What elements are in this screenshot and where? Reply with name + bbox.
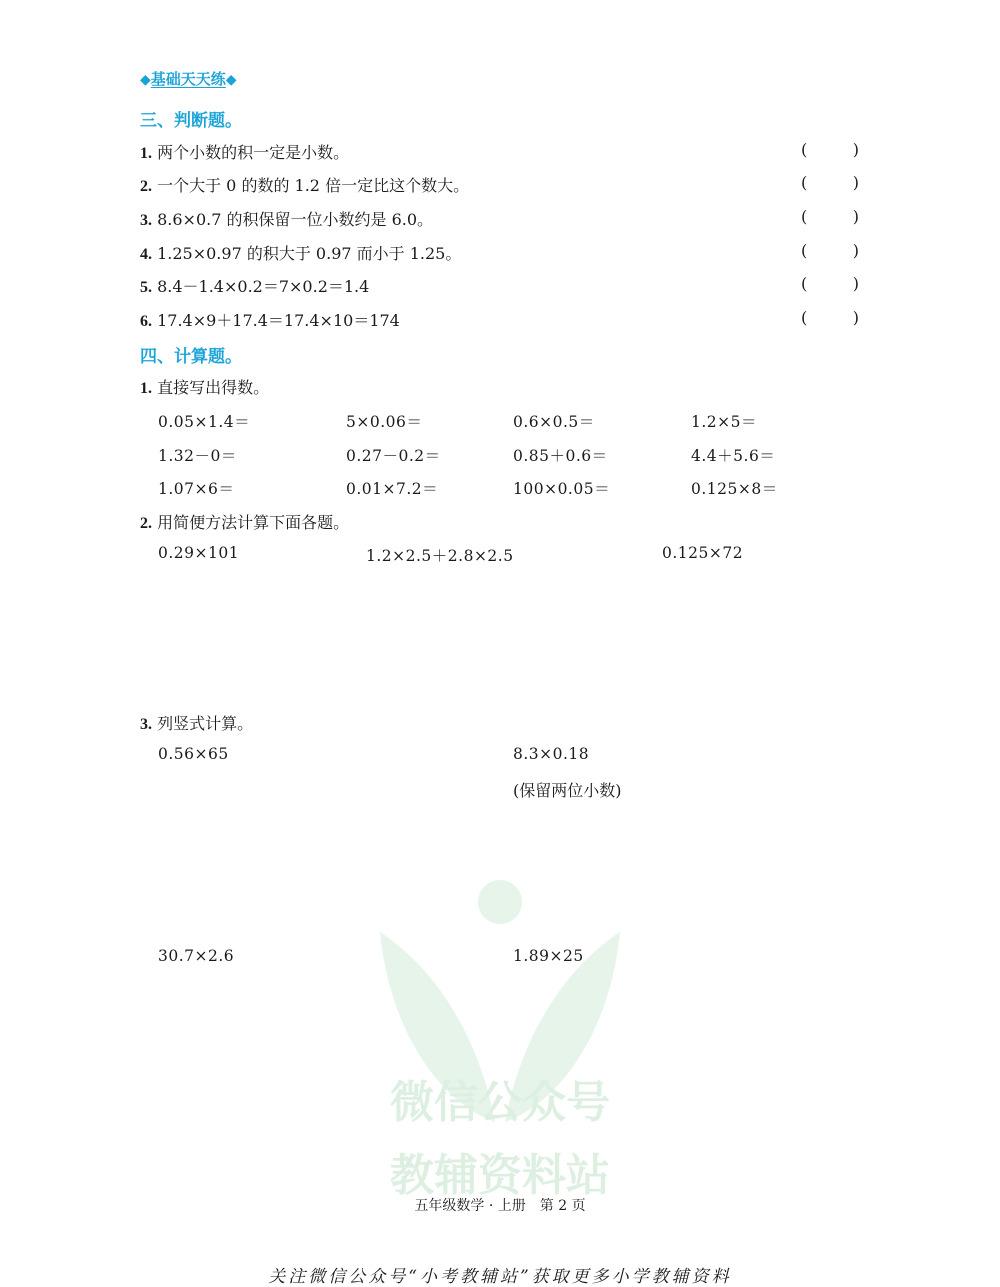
simplify-item: 0.29×101 — [158, 544, 240, 562]
judge-item: 3. 8.6×0.7 的积保留一位小数约是 6.0。 — [140, 210, 434, 229]
oral-calc-item: 0.05×1.4＝ — [158, 413, 251, 431]
judge-item: 1. 两个小数的积一定是小数。 — [140, 143, 350, 162]
judge-item: 2. 一个大于 0 的数的 1.2 倍一定比这个数大。 — [140, 176, 470, 195]
section-tag-text: 基础天天练 — [150, 70, 226, 88]
oral-calc-item: 1.32－0＝ — [158, 447, 237, 465]
promo-note: 关注微信公众号“小考教辅站”获取更多小学教辅资料 — [268, 1267, 732, 1287]
oral-calc-item: 0.125×8＝ — [691, 480, 778, 498]
rounding-note: (保留两位小数) — [513, 781, 622, 800]
oral-calc-item: 4.4＋5.6＝ — [691, 447, 776, 465]
calc-q3-title: 3. 列竖式计算。 — [140, 714, 254, 733]
calc-heading: 四、计算题。 — [140, 347, 242, 367]
oral-calc-item: 1.2×5＝ — [691, 413, 757, 431]
oral-calc-item: 5×0.06＝ — [346, 413, 423, 431]
judge-item: 4. 1.25×0.97 的积大于 0.97 而小于 1.25。 — [140, 244, 462, 263]
vertical-calc-item: 1.89×25 — [513, 947, 584, 965]
judge-item: 5. 8.4－1.4×0.2＝7×0.2＝1.4 — [140, 277, 370, 296]
simplify-item: 0.125×72 — [662, 544, 744, 562]
vertical-calc-item: 8.3×0.18 — [513, 745, 590, 763]
oral-calc-item: 100×0.05＝ — [513, 480, 611, 498]
oral-calc-item: 0.85＋0.6＝ — [513, 447, 608, 465]
judge-heading: 三、判断题。 — [140, 111, 242, 131]
section-tag — [140, 68, 237, 89]
oral-calc-item: 0.27－0.2＝ — [346, 447, 441, 465]
watermark-text-1: 微信公众号 — [390, 1077, 610, 1128]
diamond-icon: ◆ — [225, 72, 237, 88]
diamond-icon: ◆ — [140, 72, 151, 88]
calc-q1-title: 1. 直接写出得数。 — [140, 378, 270, 397]
oral-calc-item: 1.07×6＝ — [158, 480, 235, 498]
vertical-calc-item: 30.7×2.6 — [158, 947, 235, 965]
simplify-item: 1.2×2.5＋2.8×2.5 — [366, 547, 514, 565]
page-footer: 五年级数学 · 上册 第 2 页 — [414, 1198, 586, 1214]
watermark-logo — [360, 872, 640, 1202]
vertical-calc-item: 0.56×65 — [158, 745, 229, 763]
judge-item: 6. 17.4×9＋17.4＝17.4×10＝174 — [140, 311, 400, 330]
calc-q2-title: 2. 用简便方法计算下面各题。 — [140, 513, 350, 532]
oral-calc-item: 0.6×0.5＝ — [513, 413, 595, 431]
oral-calc-item: 0.01×7.2＝ — [346, 480, 439, 498]
watermark-text-2: 教辅资料站 — [390, 1150, 610, 1201]
